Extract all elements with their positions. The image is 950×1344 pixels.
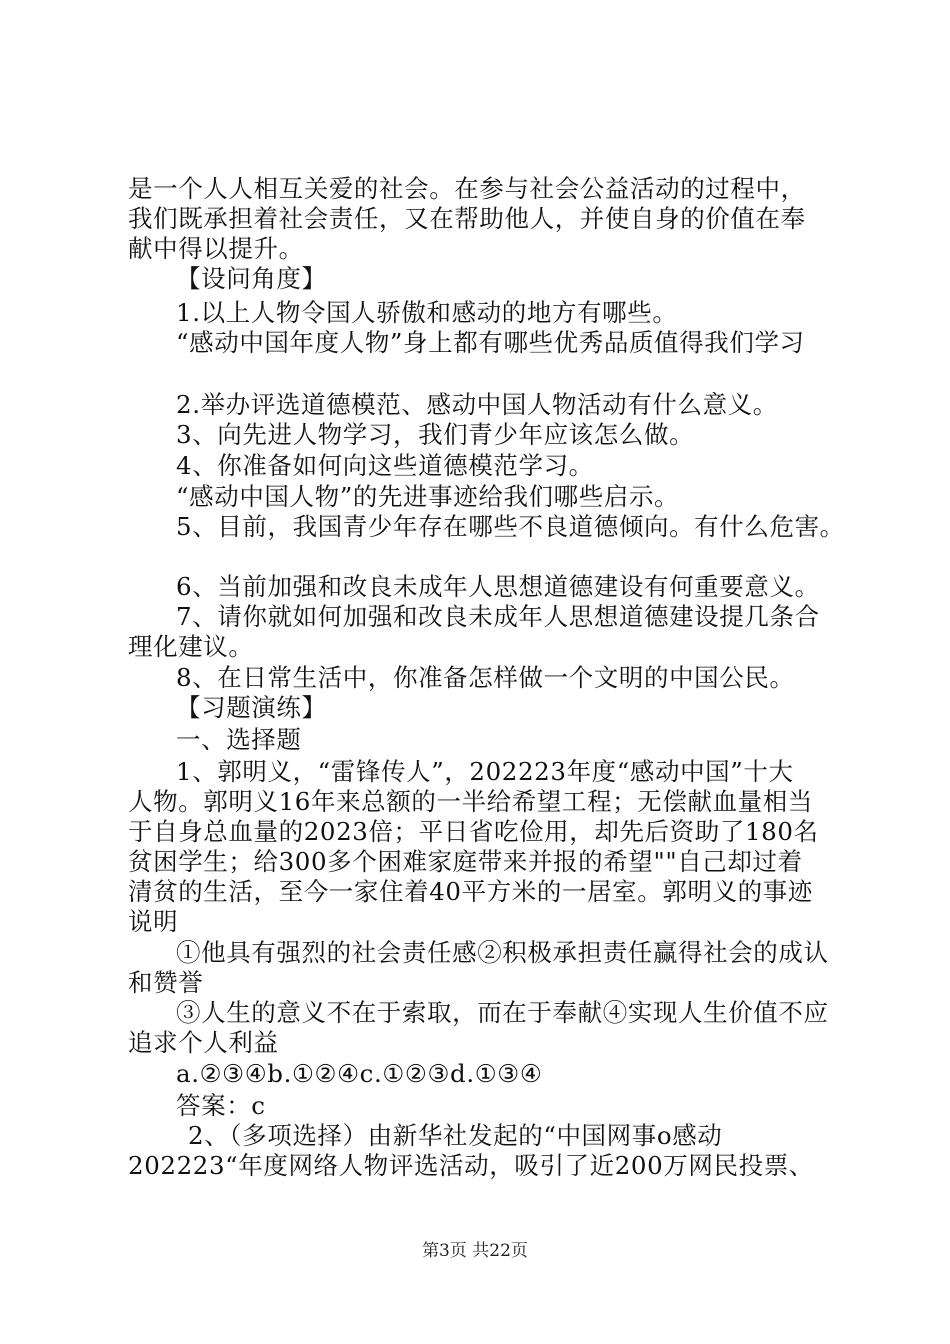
text-line: 追求个人利益 — [128, 1028, 279, 1057]
text-line: ①他具有强烈的社会责任感②积极承担责任赢得社会的成认 — [176, 938, 829, 967]
text-line: 理化建议。 — [128, 632, 254, 661]
text-line: 7、请你就如何加强和改良未成年人思想道德建设提几条合 — [176, 602, 820, 631]
text-line: 和赞誉 — [128, 968, 204, 997]
text-line: 8、在日常生活中，你准备怎样做一个文明的中国公民。 — [176, 663, 795, 692]
text-line: ③人生的意义不在于索取，而在于奉献④实现人生价值不应 — [176, 998, 829, 1027]
text-line: 2.举办评选道德模范、感动中国人物活动有什么意义。 — [176, 390, 778, 419]
text-line: 我们既承担着社会责任，又在帮助他人，并使自身的价值在奉 — [128, 204, 806, 233]
text-line: “感动中国年度人物”身上都有哪些优秀品质值得我们学习 — [176, 328, 805, 357]
text-line: 1、郭明义，“雷锋传人”，202223年度“感动中国”十大 — [176, 757, 794, 786]
page-total: 共22页 — [472, 1241, 528, 1261]
text-line: 是一个人人相互关爱的社会。在参与社会公益活动的过程中， — [128, 174, 806, 203]
text-line: 3、向先进人物学习，我们青少年应该怎么做。 — [176, 420, 695, 449]
page-footer — [0, 1240, 950, 1262]
section-heading: 【习题演练】 — [176, 693, 327, 722]
text-line: 清贫的生活，至今一家住着40平方米的一居室。郭明义的事迹 — [128, 877, 813, 906]
page-number: 第3页 — [422, 1241, 467, 1261]
text-line: 2、（多项选择）由新华社发起的“中国网事o感动 — [188, 1121, 723, 1150]
answer-line: 答案：c — [176, 1091, 266, 1120]
text-line: 贫困学生；给300多个困难家庭带来并报的希望""自己却过着 — [128, 847, 803, 876]
text-line: 于自身总血量的2023倍；平日省吃俭用，却先后资助了180名 — [128, 817, 819, 846]
answer-options: a.②③④b.①②④c.①②③d.①③④ — [176, 1059, 543, 1088]
text-line: 1.以上人物令国人骄傲和感动的地方有哪些。 — [176, 298, 678, 327]
text-line: 5、目前，我国青少年存在哪些不良道德倾向。有什么危害。 — [176, 512, 845, 541]
text-line: 4、你准备如何向这些道德模范学习。 — [176, 451, 594, 480]
text-line: 献中得以提升。 — [128, 234, 304, 263]
text-line: 一、选择题 — [176, 725, 302, 754]
text-line: “感动中国人物”的先进事迹给我们哪些启示。 — [176, 482, 680, 511]
text-line: 6、当前加强和改良未成年人思想道德建设有何重要意义。 — [176, 572, 820, 601]
text-line: 说明 — [128, 907, 179, 936]
section-heading: 【设问角度】 — [176, 264, 327, 293]
text-line: 人物。郭明义16年来总额的一半给希望工程；无偿献血量相当 — [128, 787, 813, 816]
text-line: 202223“年度网络人物评选活动，吸引了近200万网民投票、 — [128, 1151, 814, 1180]
